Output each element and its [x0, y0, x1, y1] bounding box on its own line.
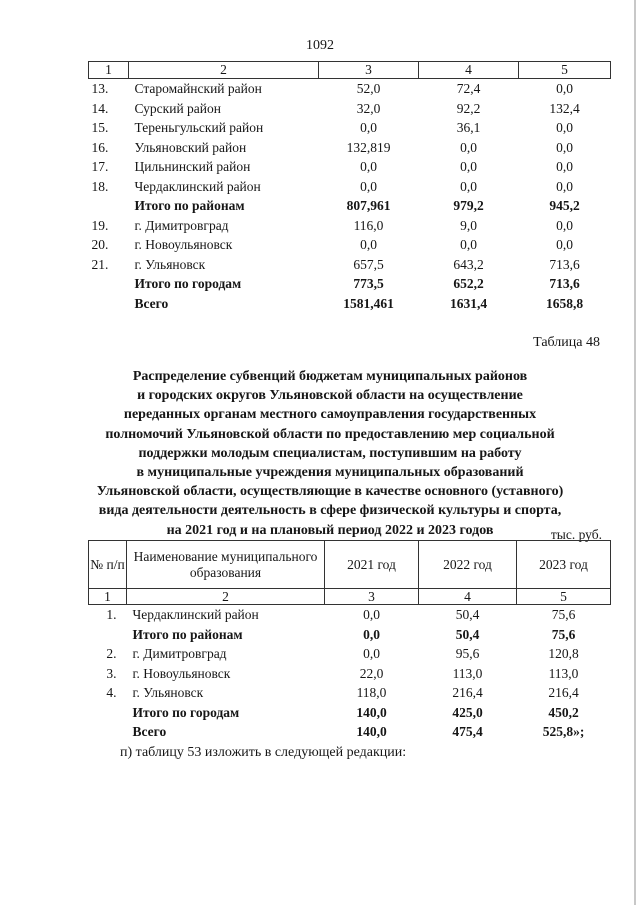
- total-row: [89, 703, 611, 723]
- column-number: 4: [419, 589, 517, 605]
- row-name: Всего: [132, 724, 167, 739]
- column-number: 1: [89, 62, 129, 79]
- column-number: 4: [419, 62, 519, 79]
- row-name: г. Ульяновск: [134, 256, 206, 272]
- title-line: вида деятельности деятельность в сфере физической культуры и спорта,: [98, 503, 562, 519]
- page-number: 1092: [306, 38, 334, 53]
- value-col4: 0,0: [460, 139, 477, 155]
- value-col3: 32,0: [356, 100, 381, 116]
- row-name: Всего: [134, 295, 169, 311]
- table-row: [89, 99, 611, 119]
- title-line: Распределение субвенций бюджетам муниципальных районов: [132, 369, 528, 384]
- table-row: [89, 683, 611, 703]
- title-line: поддержки молодым специалистам, поступившим на работу: [138, 445, 522, 461]
- row-number: 18.: [91, 178, 109, 194]
- title-line: на 2021 год и на плановый период 2022 и 2023 годов: [166, 522, 494, 538]
- row-number: [89, 294, 129, 314]
- column-number: 2: [127, 589, 325, 605]
- value-col3: 0,0: [360, 237, 377, 252]
- title-line: полномочий Ульяновской области по предоставлению мер социальной: [105, 426, 555, 442]
- value-col4: 475,4: [452, 724, 483, 739]
- column-number: 3: [325, 589, 419, 605]
- continued-table: [88, 61, 611, 313]
- row-number: [89, 274, 129, 294]
- table-48: [88, 540, 611, 742]
- row-name: Итого по городам: [134, 276, 242, 291]
- unit-label: тыс. руб.: [550, 527, 602, 542]
- value-col4: 50,4: [455, 607, 480, 622]
- row-name: Ульяновский район: [134, 139, 247, 155]
- value-col3: 132,819: [346, 139, 391, 155]
- title-line: и городских округов Ульяновской области на осуществление: [137, 388, 523, 404]
- value-col5: 525,8»;: [542, 724, 585, 739]
- table-row: [89, 255, 611, 275]
- value-col3: 807,961: [346, 198, 391, 213]
- value-col5: 1658,8: [545, 295, 584, 311]
- value-col3: 118,0: [356, 685, 387, 700]
- row-number: 14.: [91, 100, 109, 116]
- header-2022: 2022 год: [419, 541, 517, 589]
- value-col3: 0,0: [363, 646, 380, 661]
- row-name: Чердаклинский район: [134, 178, 261, 194]
- row-number: [89, 196, 129, 216]
- row-number: 16.: [91, 139, 109, 155]
- value-col5: 713,6: [549, 256, 580, 272]
- value-col4: 0,0: [460, 178, 477, 194]
- column-number-row: [89, 589, 611, 605]
- value-col4: 72,4: [456, 81, 481, 96]
- value-col5: 120,8: [548, 646, 579, 661]
- total-row: [89, 625, 611, 645]
- value-col4: 50,4: [455, 626, 480, 642]
- value-col4: 216,4: [452, 685, 483, 700]
- table-row: [89, 118, 611, 138]
- page-edge-line: [634, 0, 636, 905]
- row-name: г. Новоульяновск: [134, 237, 233, 252]
- row-name: Сурский район: [134, 100, 221, 116]
- header-name: Наименование муниципального образования: [127, 541, 325, 589]
- column-number: 5: [517, 589, 611, 605]
- header-2023: 2023 год: [517, 541, 611, 589]
- total-row: [89, 294, 611, 314]
- value-col4: 9,0: [460, 217, 477, 233]
- row-name: Итого по районам: [132, 626, 243, 642]
- table-row: [89, 235, 611, 255]
- table-row: [89, 216, 611, 236]
- value-col5: 0,0: [556, 217, 573, 233]
- value-col3: 0,0: [360, 178, 377, 194]
- value-col4: 113,0: [452, 665, 483, 681]
- row-number: [89, 722, 127, 742]
- row-number: 3.: [106, 665, 117, 681]
- row-number: 1.: [106, 607, 117, 622]
- row-name: Тереньгульский район: [134, 120, 264, 135]
- title-line: переданных органам местного самоуправления государственных: [123, 407, 537, 423]
- footer-instruction: п) таблицу 53 изложить в следующей редакции:: [120, 745, 407, 760]
- row-name: г. Ульяновск: [132, 685, 204, 700]
- value-col5: 0,0: [556, 120, 573, 135]
- value-col5: 450,2: [548, 704, 579, 720]
- row-number: 13.: [91, 81, 109, 96]
- table-row: [89, 644, 611, 664]
- value-col4: 425,0: [452, 704, 483, 720]
- header-number: № п/п: [89, 541, 127, 589]
- value-col5: 713,6: [549, 276, 580, 291]
- header-2021: 2021 год: [325, 541, 419, 589]
- table-row: [89, 79, 611, 99]
- table-header-row: [89, 541, 611, 589]
- value-col3: 0,0: [363, 607, 380, 622]
- value-col5: 113,0: [548, 665, 579, 681]
- value-col5: 75,6: [551, 607, 576, 622]
- value-col5: 0,0: [556, 81, 573, 96]
- table-row: [89, 664, 611, 684]
- value-col5: 132,4: [549, 100, 580, 116]
- row-number: 19.: [91, 217, 109, 233]
- value-col3: 1581,461: [343, 295, 394, 311]
- value-col4: 0,0: [460, 159, 477, 174]
- table-title: [80, 367, 580, 540]
- row-name: Старомайнский район: [134, 81, 262, 96]
- value-col3: 140,0: [356, 704, 387, 720]
- row-name: Чердаклинский район: [132, 607, 259, 622]
- value-col3: 52,0: [356, 81, 381, 96]
- title-line: Ульяновской области, осуществляющие в качестве основного (уставного): [96, 484, 564, 500]
- value-col5: 945,2: [549, 198, 580, 213]
- total-row: [89, 274, 611, 294]
- row-number: 17.: [91, 159, 109, 174]
- row-number: [89, 625, 127, 645]
- value-col3: 657,5: [353, 256, 384, 272]
- value-col3: 140,0: [356, 724, 387, 739]
- total-row: [89, 722, 611, 742]
- value-col5: 0,0: [556, 139, 573, 155]
- row-number: 2.: [106, 646, 117, 661]
- table-label: Таблица 48: [533, 335, 600, 350]
- value-col3: 0,0: [360, 120, 377, 135]
- table-row: [89, 138, 611, 158]
- column-number: 5: [519, 62, 611, 79]
- value-col3: 0,0: [360, 159, 377, 174]
- value-col3: 773,5: [353, 276, 384, 291]
- value-col5: 0,0: [556, 178, 573, 194]
- value-col4: 36,1: [456, 120, 481, 135]
- title-line: в муниципальные учреждения муниципальных образований: [136, 465, 524, 481]
- column-number: 1: [89, 589, 127, 605]
- value-col4: 0,0: [460, 237, 477, 252]
- value-col5: 0,0: [556, 159, 573, 174]
- value-col5: 0,0: [556, 237, 573, 252]
- value-col4: 1631,4: [449, 295, 488, 311]
- table-row: [89, 177, 611, 197]
- row-name: Цильнинский район: [134, 159, 251, 174]
- table-row: [89, 157, 611, 177]
- value-col4: 643,2: [453, 256, 484, 272]
- row-name: Итого по городам: [132, 704, 240, 720]
- row-name: г. Димитровград: [132, 646, 227, 661]
- value-col4: 95,6: [455, 646, 480, 661]
- row-number: 21.: [91, 256, 109, 272]
- column-number: 3: [319, 62, 419, 79]
- value-col4: 652,2: [453, 276, 484, 291]
- value-col4: 979,2: [453, 198, 484, 213]
- row-number: 4.: [106, 685, 117, 700]
- value-col5: 216,4: [548, 685, 579, 700]
- column-number-row: [89, 62, 611, 79]
- row-number: 20.: [91, 237, 109, 252]
- value-col3: 0,0: [363, 626, 380, 642]
- table-row: [89, 605, 611, 625]
- value-col3: 116,0: [353, 217, 384, 233]
- value-col3: 22,0: [359, 665, 384, 681]
- row-name: г. Димитровград: [134, 217, 229, 233]
- row-number: 15.: [91, 120, 109, 135]
- row-name: г. Новоульяновск: [132, 665, 231, 681]
- row-name: Итого по районам: [134, 198, 245, 213]
- value-col4: 92,2: [456, 100, 481, 116]
- value-col5: 75,6: [551, 626, 576, 642]
- row-number: [89, 703, 127, 723]
- total-row: [89, 196, 611, 216]
- column-number: 2: [129, 62, 319, 79]
